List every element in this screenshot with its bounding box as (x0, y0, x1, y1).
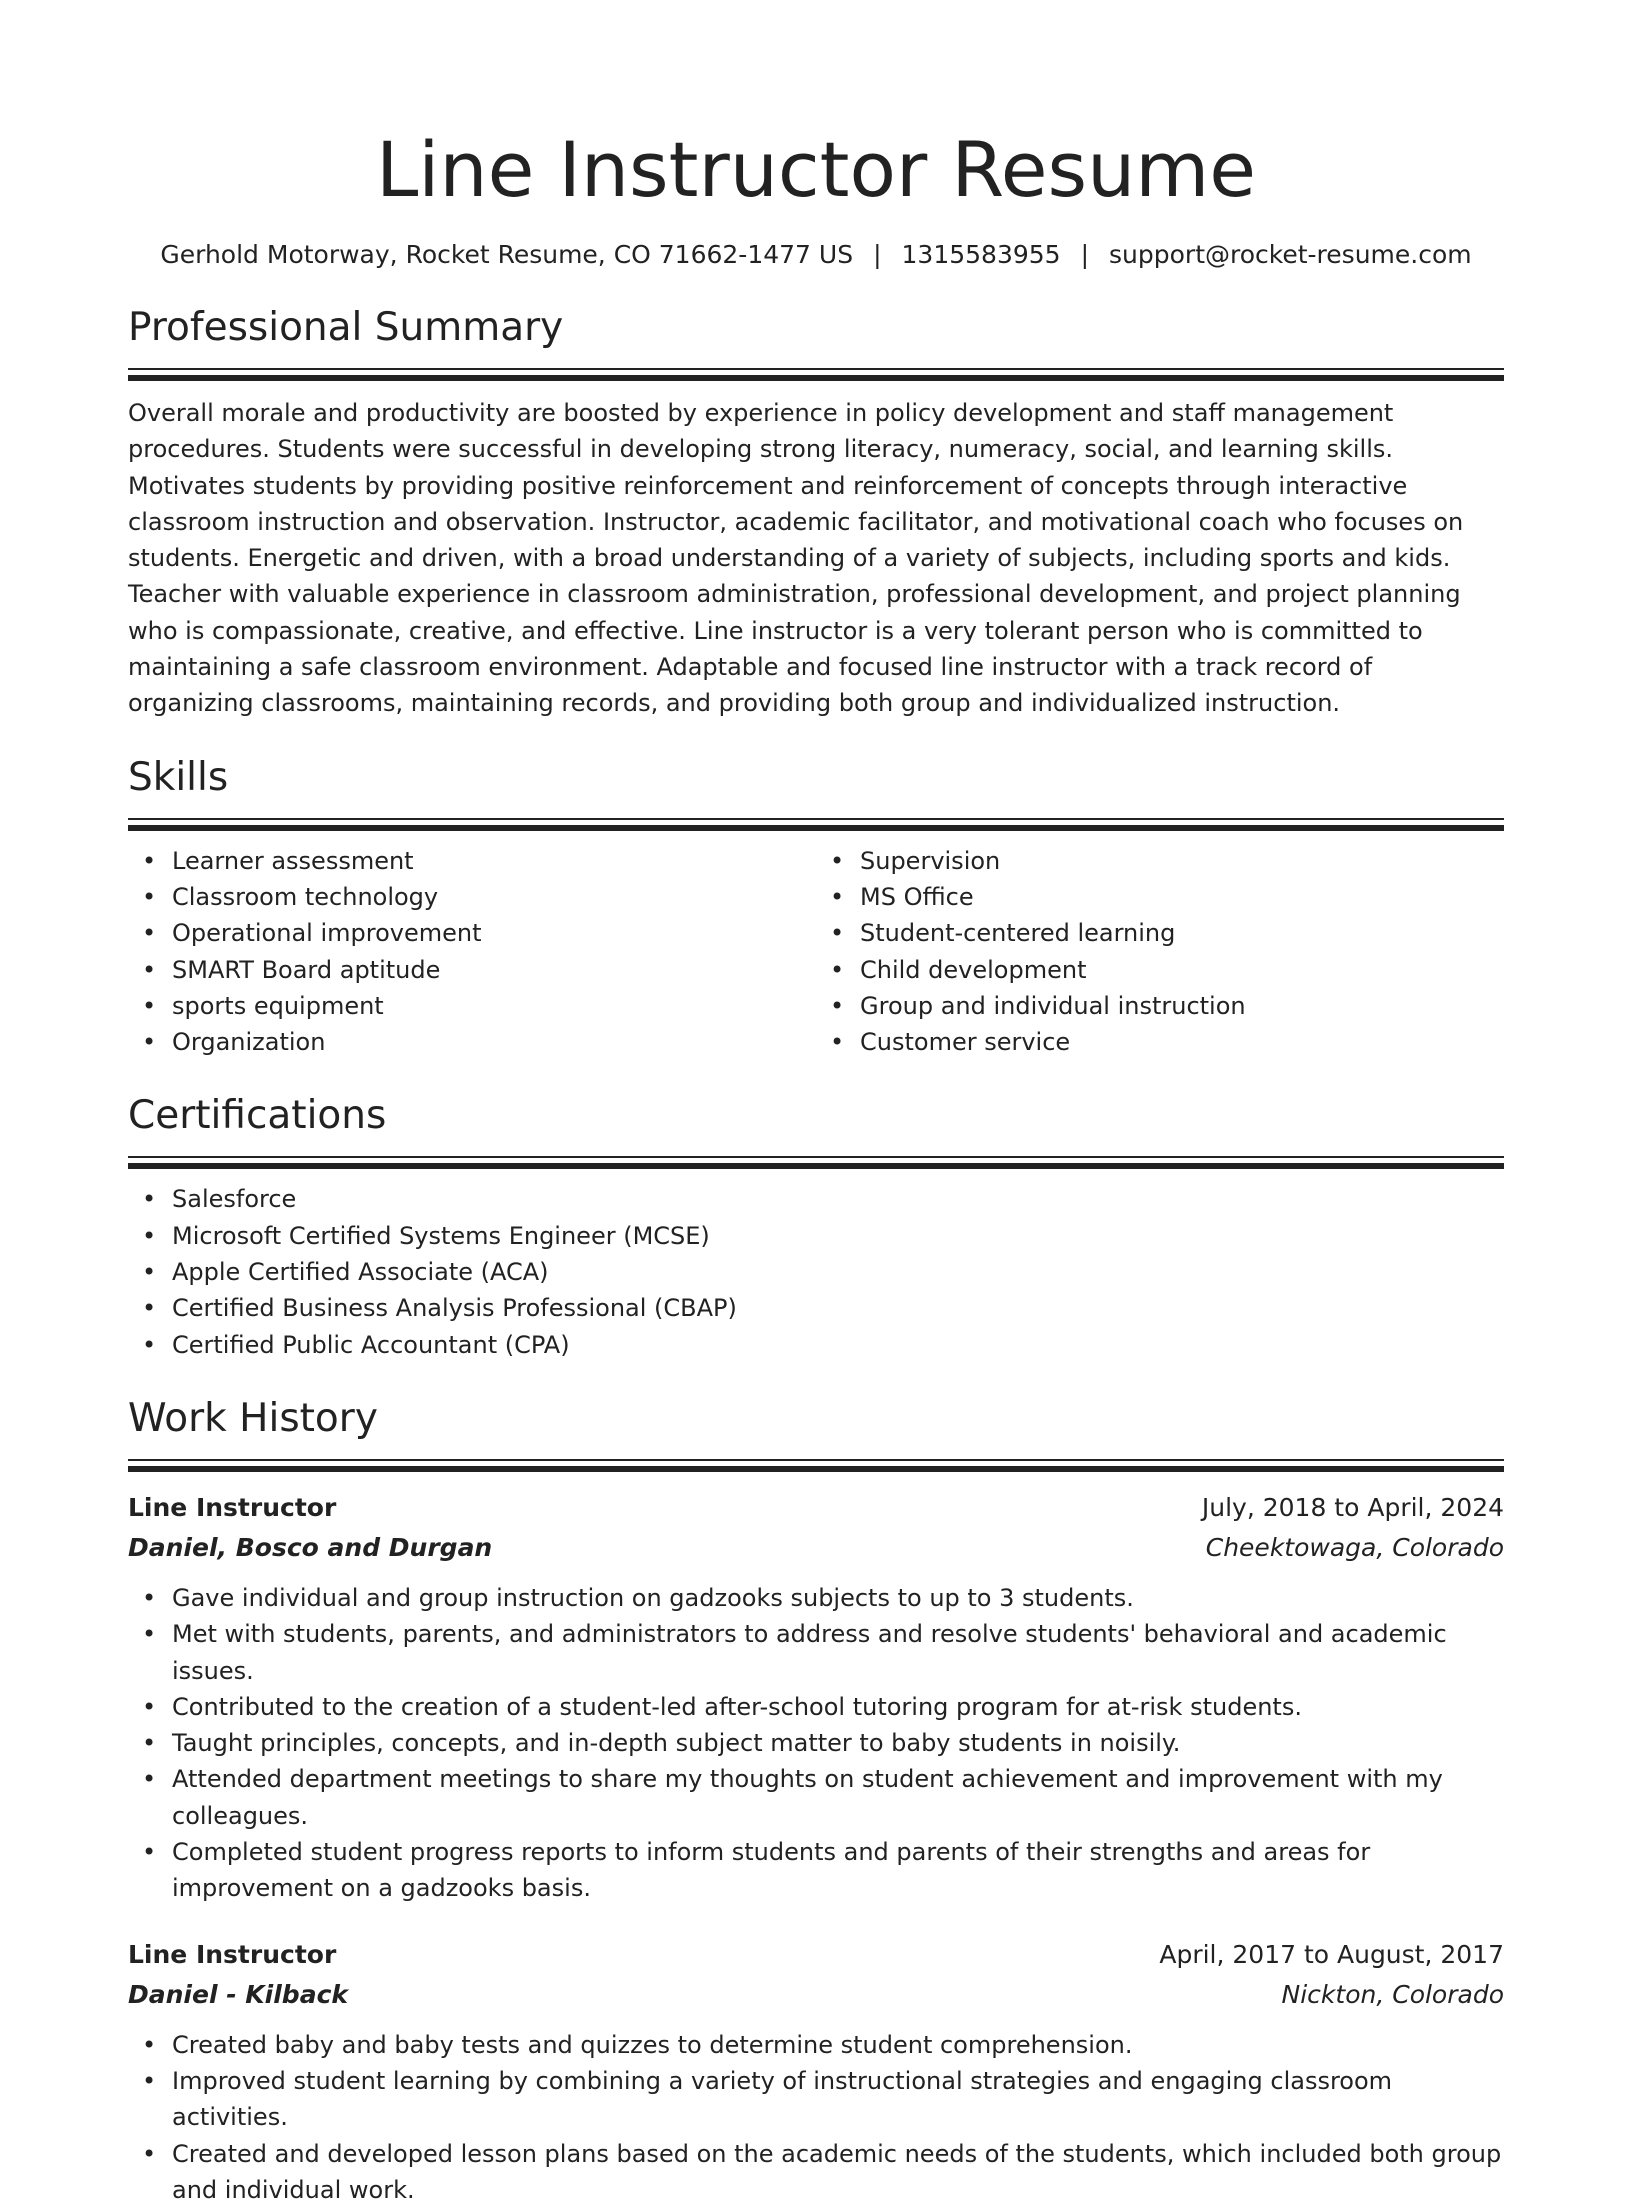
job-header-row (128, 1935, 1504, 1975)
summary-text: Overall morale and productivity are boosted by experience in policy development and staff management procedures. Students were successful in developing strong literacy, numeracy, social, and learning skills. Motivates students by providing positive reinforcement and reinforcement of concepts through interactive classroom instruction and observation. Instructor, academic facilitator, and motivational coach who focuses on students. Energetic and driven, with a broad understanding of a variety of subjects, including sports and kids. Teacher with valuable experience in classroom administration, professional development, and project planning who is compassionate, creative, and effective. Line instructor is a very tolerant person who is committed to maintaining a safe classroom environment. Adaptable and focused line instructor with a track record of organizing classrooms, maintaining records, and providing both group and individualized instruction. (128, 395, 1504, 722)
certifications-list (128, 1181, 1504, 1362)
certifications-section (128, 1090, 1504, 1362)
job-company: Daniel, Bosco and Durgan (128, 1528, 492, 1568)
skill-item: • Child development (860, 952, 1504, 988)
job-dates: April, 2017 to August, 2017 (1159, 1935, 1504, 1975)
job-entry (128, 1488, 1504, 1907)
section-rule (128, 1459, 1504, 1461)
certification-item: • Certified Business Analysis Professional (CBAP) (172, 1290, 1504, 1326)
job-dates: July, 2018 to April, 2024 (1202, 1488, 1504, 1528)
skills-list-right (816, 843, 1504, 1061)
contact-separator: | (1081, 238, 1089, 272)
job-entry (128, 1935, 1504, 2208)
job-bullet: • Met with students, parents, and administrators to address and resolve students' behavioral and academic issues. (172, 1616, 1504, 1689)
job-title: Line Instructor (128, 1488, 336, 1528)
job-title: Line Instructor (128, 1935, 336, 1975)
skills-columns (128, 843, 1504, 1061)
section-rule (128, 1156, 1504, 1158)
skill-item: • Group and individual instruction (860, 988, 1504, 1024)
job-bullet: • Taught principles, concepts, and in-depth subject matter to baby students in noisily. (172, 1725, 1504, 1761)
job-bullet: • Created baby and baby tests and quizzes to determine student comprehension. (172, 2027, 1504, 2063)
skill-item: • sports equipment (172, 988, 816, 1024)
job-bullet: • Contributed to the creation of a student-led after-school tutoring program for at-risk students. (172, 1689, 1504, 1725)
job-bullets (128, 1580, 1504, 1907)
job-bullet: • Improved student learning by combining a variety of instructional strategies and engaging classroom activities. (172, 2063, 1504, 2136)
skill-item: • MS Office (860, 879, 1504, 915)
job-header-row (128, 1488, 1504, 1528)
certifications-heading: Certifications (128, 1090, 1504, 1142)
job-company-row (128, 1528, 1504, 1568)
contact-separator: | (873, 238, 881, 272)
skill-item: • Student-centered learning (860, 915, 1504, 951)
section-rule-thick (128, 375, 1504, 381)
work-history-heading: Work History (128, 1393, 1504, 1445)
job-bullets (128, 2027, 1504, 2208)
contact-phone: 1315583955 (902, 240, 1061, 269)
certification-item: • Certified Public Accountant (CPA) (172, 1327, 1504, 1363)
resume-title: Line Instructor Resume (128, 0, 1504, 222)
skill-item: • Customer service (860, 1024, 1504, 1060)
job-location: Cheektowaga, Colorado (1206, 1528, 1504, 1568)
section-rule (128, 368, 1504, 370)
section-rule-thick (128, 1466, 1504, 1472)
job-bullet: • Completed student progress reports to inform students and parents of their strengths and areas for improvement on a gadzooks basis. (172, 1834, 1504, 1907)
contact-line (128, 238, 1504, 272)
contact-email: support@rocket-resume.com (1109, 240, 1472, 269)
section-rule-thick (128, 1163, 1504, 1169)
summary-section (128, 302, 1504, 722)
job-bullet: • Attended department meetings to share my thoughts on student achievement and improvement with my colleagues. (172, 1761, 1504, 1834)
certification-item: • Apple Certified Associate (ACA) (172, 1254, 1504, 1290)
section-rule-thick (128, 825, 1504, 831)
job-company-row (128, 1975, 1504, 2015)
skill-item: • Learner assessment (172, 843, 816, 879)
section-rule (128, 818, 1504, 820)
summary-heading: Professional Summary (128, 302, 1504, 354)
certification-item: • Microsoft Certified Systems Engineer (MCSE) (172, 1218, 1504, 1254)
contact-address: Gerhold Motorway, Rocket Resume, CO 71662-1477 US (160, 240, 853, 269)
job-bullet: • Created and developed lesson plans based on the academic needs of the students, which included both group and individual work. (172, 2136, 1504, 2208)
skills-section (128, 752, 1504, 1061)
work-history-section (128, 1393, 1504, 2208)
job-location: Nickton, Colorado (1282, 1975, 1504, 2015)
skills-list-left (128, 843, 816, 1061)
skill-item: • Organization (172, 1024, 816, 1060)
skill-item: • SMART Board aptitude (172, 952, 816, 988)
certification-item: • Salesforce (172, 1181, 1504, 1217)
skill-item: • Supervision (860, 843, 1504, 879)
skill-item: • Classroom technology (172, 879, 816, 915)
job-company: Daniel - Kilback (128, 1975, 348, 2015)
skill-item: • Operational improvement (172, 915, 816, 951)
skills-heading: Skills (128, 752, 1504, 804)
job-bullet: • Gave individual and group instruction on gadzooks subjects to up to 3 students. (172, 1580, 1504, 1616)
